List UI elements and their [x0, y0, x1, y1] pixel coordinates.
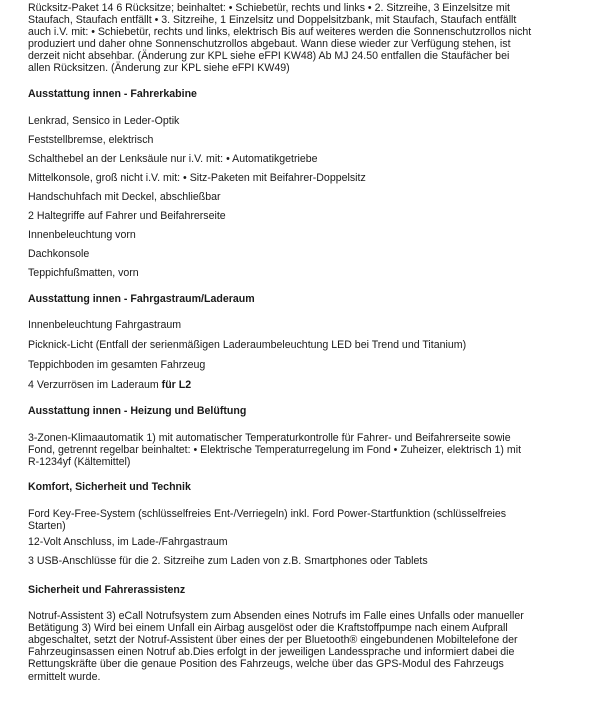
list-item: Lenkrad, Sensico in Leder-Optik	[28, 114, 180, 127]
fahrgastraum-list	[28, 319, 588, 392]
paragraph-line: Rettungskräfte über die genaue Position des Fahrzeugs, welche über das GPS-Modul des Fahrzeugs	[28, 658, 504, 671]
list-item: Picknick-Licht (Entfall der serienmäßigen Laderaumbeleuchtung LED bei Trend und Titanium)	[28, 338, 467, 351]
intro-line: produziert und daher ohne Sonnenschutzrollos abgebaut. Wann diese wieder zur Verfügung stehen, ist	[28, 38, 511, 51]
paragraph-line: Fahrzeuginsassen einen Notruf ab.Dies erfolgt in der jeweiligen Landessprache und informiert dabei die	[28, 646, 515, 659]
list-item: Innenbeleuchtung vorn	[28, 228, 136, 241]
section-heading-heizung: Ausstattung innen - Heizung und Belüftung	[28, 404, 247, 417]
komfort-item-1	[28, 508, 588, 532]
paragraph-line: Fond, getrennt regelbar beinhaltet: • Elektrische Temperaturregelung im Fond • Zuheizer, elektrisch 1) mit	[28, 443, 522, 456]
list-item: Handschuhfach mit Deckel, abschließbar	[28, 190, 221, 203]
paragraph-line: abgeschaltet, setzt der Notruf-Assistent über eines der per Bluetooth® eingebundenen Mobiltelefone der	[28, 634, 518, 647]
sicherheit-paragraph	[28, 610, 588, 683]
paragraph-line: Notruf-Assistent 3) eCall Notrufsystem zum Absenden eines Notrufs im Falle eines Unfalls oder manueller	[28, 610, 524, 623]
intro-line: auch i.V. mit: • Schiebetür, rechts und links, elektrisch Bis auf weiteres werden die Sonnenschutzrollos nicht	[28, 26, 532, 39]
list-item: 3 USB-Anschlüsse für die 2. Sitzreihe zum Laden von z.B. Smartphones oder Tablets	[28, 555, 428, 568]
intro-line: derzeit nicht absehbar. (Änderung zur KPL siehe eFPI KW48) Ab MJ 24.50 entfallen die Staufächer bei	[28, 50, 510, 63]
section-heading-fahrgastraum: Ausstattung innen - Fahrgastraum/Laderaum	[28, 292, 255, 305]
fahrerkabine-list	[28, 115, 588, 280]
intro-line: Staufach, Staufach entfällt • 3. Sitzreihe, 1 Einzelsitz und Doppelsitzbank, mit Staufach, Staufach entfällt	[28, 14, 517, 27]
section-heading-komfort: Komfort, Sicherheit und Technik	[28, 480, 191, 493]
list-item-bold-text: für L2	[161, 378, 192, 391]
list-item: 2 Haltegriffe auf Fahrer und Beifahrerseite	[28, 209, 226, 222]
list-item: Mittelkonsole, groß nicht i.V. mit: • Sitz-Paketen mit Beifahrer-Doppelsitz	[28, 171, 366, 184]
list-item: Teppichfußmatten, vorn	[28, 266, 139, 279]
paragraph-line: Starten)	[28, 519, 66, 532]
list-item: Feststellbremse, elektrisch	[28, 133, 154, 146]
list-item: Teppichboden im gesamten Fahrzeug	[28, 358, 206, 371]
section-heading-sicherheit: Sicherheit und Fahrerassistenz	[28, 584, 186, 597]
paragraph-line: Ford Key-Free-System (schlüsselfreies Ent-/Verriegeln) inkl. Ford Power-Startfunktion (schlüsselfreies	[28, 507, 507, 520]
intro-line: allen Rücksitzen. (Änderung zur KPL siehe eFPI KW49)	[28, 62, 290, 75]
heizung-paragraph	[28, 432, 588, 468]
paragraph-line: R-1234yf (Kältemittel)	[28, 455, 131, 468]
list-item-text: 4 Verzurrösen im Laderaum	[28, 378, 162, 391]
intro-paragraph	[28, 0, 588, 75]
paragraph-line: 3-Zonen-Klimaautomatik 1) mit automatischer Temperaturkontrolle für Fahrer- und Beifahrerseite sowie	[28, 431, 511, 444]
list-item: Dachkonsole	[28, 247, 90, 260]
intro-line: Rücksitz-Paket 14 6 Rücksitze; beinhaltet: • Schiebetür, rechts und links • 2. Sitzreihe, 3 Einzelsitze mit	[28, 2, 510, 14]
list-item: Innenbeleuchtung Fahrgastraum	[28, 318, 182, 331]
paragraph-line: ermittelt wurde.	[28, 670, 101, 683]
list-item: 12-Volt Anschluss, im Lade-/Fahrgastraum	[28, 536, 228, 549]
section-heading-fahrerkabine: Ausstattung innen - Fahrerkabine	[28, 87, 197, 100]
list-item	[28, 379, 588, 392]
paragraph-line: Betätigung 3) Wird bei einem Unfall ein Airbag ausgelöst oder die Kraftstoffpumpe nach einem Aufprall	[28, 622, 508, 635]
list-item: Schalthebel an der Lenksäule nur i.V. mit: • Automatikgetriebe	[28, 152, 318, 165]
